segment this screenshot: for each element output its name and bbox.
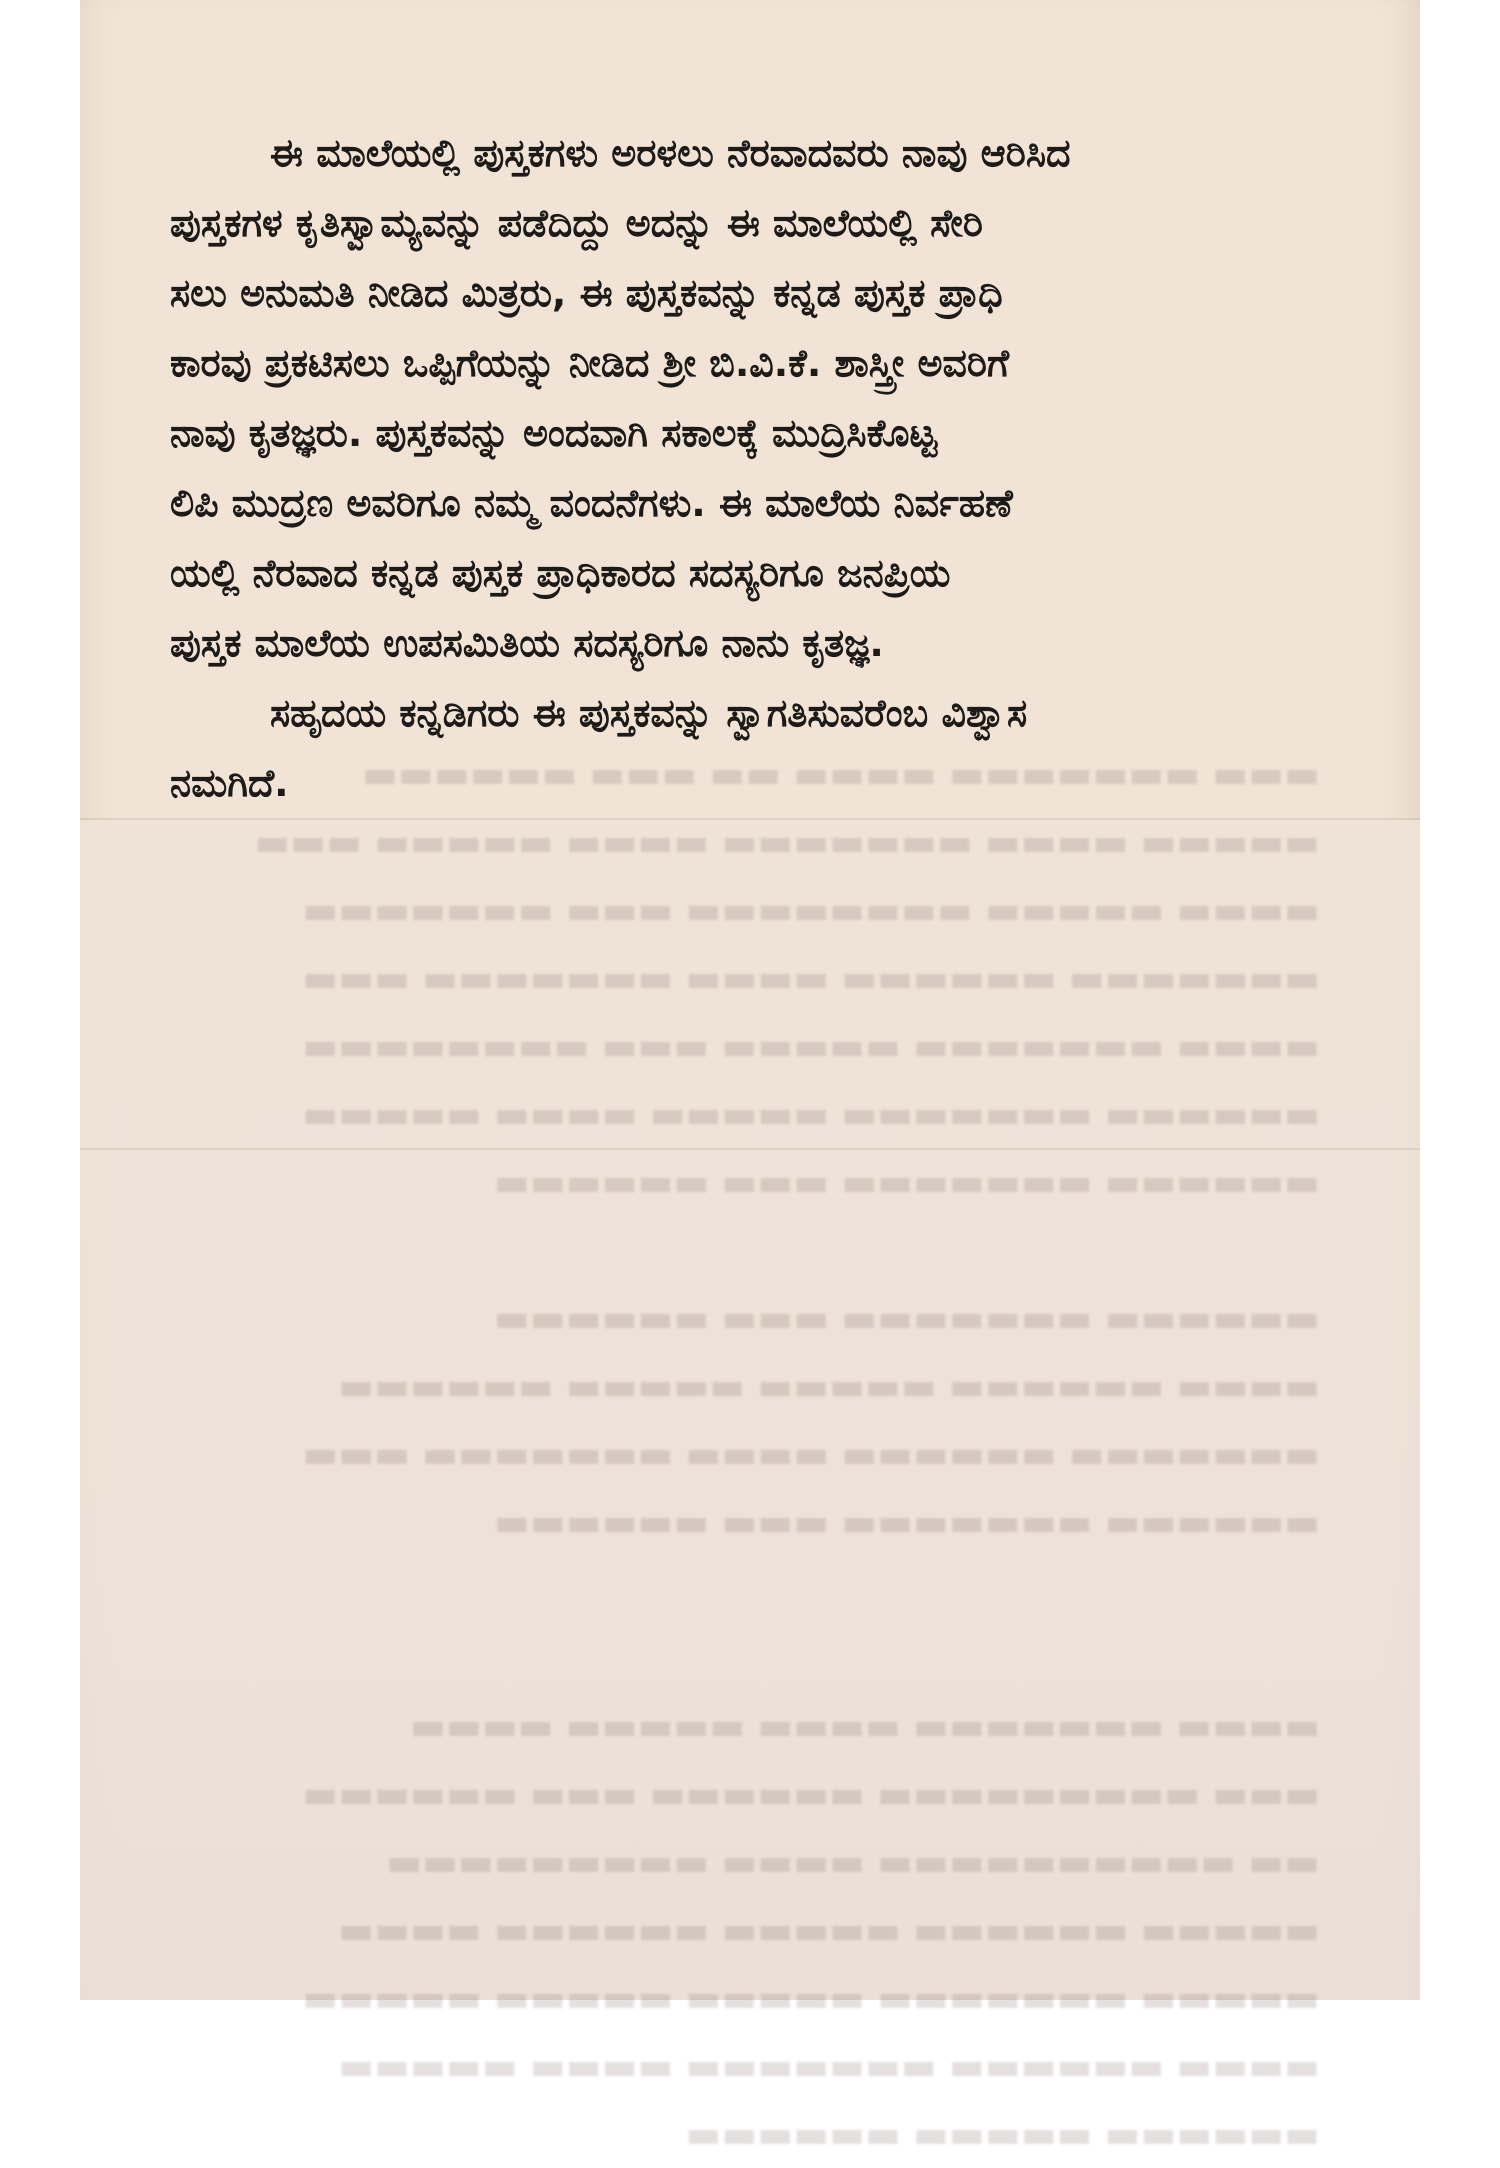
text-line: ಪುಸ್ತಕ ಮಾಲೆಯ ಉಪಸಮಿತಿಯ ಸದಸ್ಯರಿಗೂ ನಾನು ಕೃತಜ್ಞ. bbox=[170, 621, 884, 665]
text-line: ನಮಗಿದೆ. bbox=[170, 761, 289, 805]
text-line: ಲಿಪಿ ಮುದ್ರಣ ಅವರಿಗೂ ನಮ್ಮ ವಂದನೆಗಳು. ಈ ಮಾಲೆಯ ನಿರ್ವಹಣೆ bbox=[170, 481, 1013, 525]
text-line: ಸಹೃದಯ ಕನ್ನಡಿಗರು ಈ ಪುಸ್ತಕವನ್ನು ಸ್ವಾಗತಿಸುವರೆಂಬ ವಿಶ್ವಾಸ bbox=[270, 691, 1028, 735]
document-body bbox=[170, 118, 1345, 818]
text-line: ಪುಸ್ತಕಗಳ ಕೃತಿಸ್ವಾಮ್ಯವನ್ನು ಪಡೆದಿದ್ದು ಅದನ್ನು ಈ ಮಾಲೆಯಲ್ಲಿ ಸೇರಿ bbox=[170, 201, 983, 245]
text-line: ಈ ಮಾಲೆಯಲ್ಲಿ ಪುಸ್ತಕಗಳು ಅರಳಲು ನೆರವಾದವರು ನಾವು ಆರಿಸಿದ bbox=[270, 131, 1071, 175]
text-line: ಸಲು ಅನುಮತಿ ನೀಡಿದ ಮಿತ್ರರು, ಈ ಪುಸ್ತಕವನ್ನು ಕನ್ನಡ ಪುಸ್ತಕ ಪ್ರಾಧಿ bbox=[170, 271, 1003, 315]
show-through-texture: ▬▬▬ ▬▬▬▬▬▬▬ ▬▬▬▬ ▬▬ ▬▬▬ ▬▬▬▬▬▬ ▬▬▬▬▬ ▬▬▬▬ ▬▬▬▬▬▬▬ ▬▬▬▬ ▬▬▬▬▬ ▬▬▬ ▬▬▬▬ ▬▬▬▬▬ ▬▬▬▬▬▬▬▬ ▬▬▬ ▬▬▬▬▬▬▬ ▬▬▬▬▬▬▬ ▬▬▬▬▬▬ ▬▬▬▬ ▬▬▬▬▬▬▬ ▬▬▬ ▬▬▬▬ ▬▬▬▬▬▬▬ ▬▬▬▬▬ ▬▬▬ ▬▬▬▬▬▬▬▬ ▬▬▬▬▬▬ ▬▬▬▬▬▬▬ ▬▬▬▬▬ ▬▬▬▬ ▬▬▬▬▬ ▬▬▬▬▬▬ ▬▬▬▬▬▬▬ ▬▬▬ ▬▬▬▬▬▬ ▬▬▬▬▬▬ ▬▬▬▬▬▬▬ ▬▬▬ ▬▬▬▬▬▬ ▬▬▬▬ ▬▬▬▬▬▬ ▬▬▬▬▬ ▬▬▬▬▬ ▬▬▬▬▬▬ ▬▬▬▬▬▬▬ ▬▬▬▬▬▬ ▬▬▬▬ ▬▬▬▬▬▬▬ ▬▬▬ ▬▬▬▬▬▬ ▬▬▬▬▬▬▬ ▬▬▬ ▬▬▬▬▬▬ ▬▬▬▬ ▬▬▬▬▬▬▬ ▬▬▬▬ ▬▬▬▬▬ ▬▬▬▬ ▬▬▬ ▬▬▬▬▬▬▬▬▬ ▬▬▬▬▬▬ ▬▬▬ ▬▬▬▬▬▬ ▬▬ ▬▬▬▬▬▬▬▬▬▬ ▬▬▬▬ ▬▬▬▬▬▬▬▬▬ ▬▬▬▬▬ ▬▬▬▬▬▬ ▬▬▬▬▬ ▬▬▬▬▬▬ ▬▬▬▬ ▬▬▬▬▬ ▬▬▬▬▬▬▬ ▬▬▬▬▬ ▬▬▬▬▬ ▬▬▬▬▬ ▬▬▬▬ ▬▬▬▬▬▬ ▬▬▬▬▬▬▬ ▬▬▬▬ ▬▬▬▬▬ ▬▬▬▬▬▬ ▬▬▬▬▬ ▬▬▬▬▬▬ bbox=[254, 752, 1320, 2156]
text-line: ಯಲ್ಲಿ ನೆರವಾದ ಕನ್ನಡ ಪುಸ್ತಕ ಪ್ರಾಧಿಕಾರದ ಸದಸ್ಯರಿಗೂ ಜನಪ್ರಿಯ bbox=[170, 551, 951, 595]
text-line: ನಾವು ಕೃತಜ್ಞರು. ಪುಸ್ತಕವನ್ನು ಅಂದವಾಗಿ ಸಕಾಲಕ್ಕೆ ಮುದ್ರಿಸಿಕೊಟ್ಟ bbox=[170, 411, 938, 455]
closing-paragraph bbox=[170, 678, 1345, 818]
acknowledgement-paragraph bbox=[170, 118, 1345, 678]
text-line: ಕಾರವು ಪ್ರಕಟಿಸಲು ಒಪ್ಪಿಗೆಯನ್ನು ನೀಡಿದ ಶ್ರೀ ಬಿ.ವಿ.ಕೆ. ಶಾಸ್ತ್ರೀ ಅವರಿಗೆ bbox=[170, 341, 1010, 385]
